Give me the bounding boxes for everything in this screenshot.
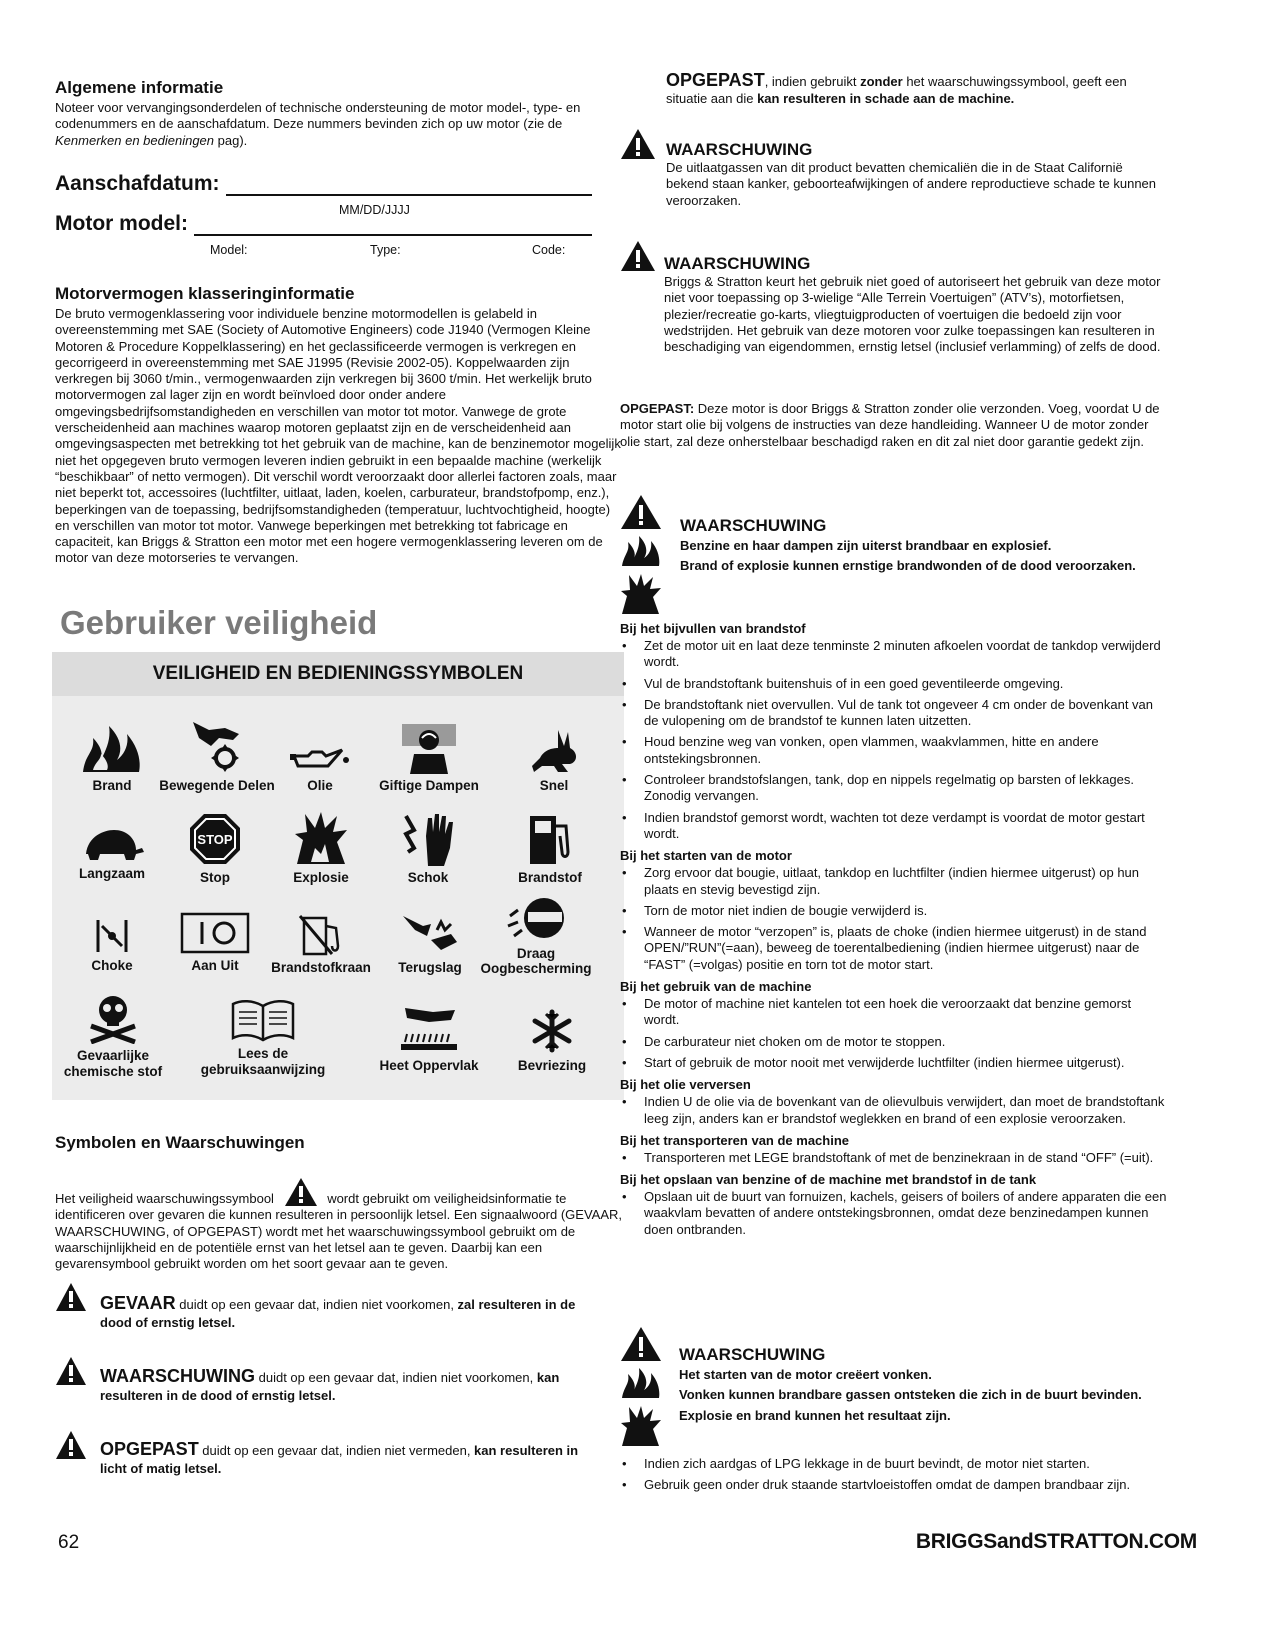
symbol-fire (64, 724, 160, 793)
list-item: • Indien U de olie via de bovenkant van de olievulbuis verwijdert, dan moet de brandstoftank leeg zijn, anders kan er brandstof weglekken en brand of een explosie veroorzaken. (620, 1094, 1168, 1127)
list-item: • De brandstoftank niet overvullen. Vul de tank tot ongeveer 4 cm onder de bovenkant van de vulopening om de brandstof te kunnen laten uitzetten. (620, 697, 1168, 730)
list-item: • Controleer brandstofslangen, tank, dop en nippels regelmatig op barsten of lekkages. Zonodig vervangen. (620, 772, 1168, 805)
warning-1 (666, 140, 1166, 209)
warnings-title: Symbolen en Waarschuwingen (55, 1133, 305, 1152)
list-item: • Transporteren met LEGE brandstoftank of met de benzinekraan in de stand “OFF” (=uit). (620, 1150, 1168, 1166)
list-item: • De motor of machine niet kantelen tot een hoek die veroorzaakt dat benzine gemorst wordt. (620, 996, 1168, 1029)
electric-shock-icon (398, 812, 458, 866)
warning-3 (680, 516, 1160, 575)
general-text-post: pag). (214, 132, 248, 148)
caution-text: duidt op een gevaar dat, indien niet vermeden, (198, 1443, 475, 1458)
symbol-explosion-label: Explosie (293, 870, 349, 885)
caution-bold: kan resulteren in licht of matig letsel. (100, 1443, 579, 1476)
danger-bold: zal resulteren in de dood of ernstig letsel. (100, 1297, 576, 1330)
symbol-stop-label: Stop (200, 870, 230, 885)
warning-3-line-2: Brand of explosie kunnen ernstige brandwonden of de dood veroorzaken. (680, 558, 1136, 574)
choke-icon (92, 918, 132, 954)
oil-caution (620, 401, 1166, 450)
purchase-date-field[interactable] (226, 193, 592, 196)
type-hint: Type: (370, 243, 401, 257)
warning-1-title: WAARSCHUWING (666, 140, 813, 159)
symbol-freezing-label: Bevriezing (517, 1058, 587, 1073)
warning-4-list-wrap (620, 1456, 1168, 1499)
caution-word: OPGEPAST (100, 1439, 199, 1459)
symbol-toxic-fumes (370, 724, 488, 793)
section-storage-head: Bij het opslaan van benzine of de machine met brandstof in de tank (620, 1172, 1037, 1188)
warning-4-fire-icon (620, 1366, 662, 1400)
list-item: • Zet de motor uit en laat deze tenminste 2 minuten afkoelen voordat de tankdop verwijderd wordt. (620, 638, 1168, 671)
symbol-on-off (172, 912, 258, 973)
list-item: • Zorg ervoor dat bougie, uitlaat, tankdop en luchtfilter (indien hiermee uitgerust) op hun plaats en stevig bevestigd zijn. (620, 865, 1168, 898)
warning-definition (100, 1367, 600, 1405)
warnings-intro (55, 1177, 627, 1272)
warning-2 (664, 254, 1164, 355)
general-text-pre: Noteer voor vervangingsonderdelen of technische ondersteuning de motor model-, type- en codenummers en de aanschafdatum. Deze nummers bevinden zich op uw motor (zie de (55, 100, 581, 132)
safety-section-title: Gebruiker veiligheid (60, 604, 378, 641)
general-info-text (55, 100, 627, 149)
caution-top-a: , indien gebruikt (764, 74, 861, 89)
section-oil-change-head: Bij het olie verversen (620, 1077, 751, 1093)
symbol-read-manual-label-2: gebruiksaanwijzing (200, 1062, 326, 1077)
caution-top (666, 72, 1166, 107)
manual-book-icon (231, 998, 295, 1042)
caution-top-b: zonder (860, 74, 903, 89)
warning-3-title: WAARSCHUWING (680, 516, 827, 535)
symbol-stop (170, 812, 260, 885)
warning-4-line-1: Het starten van de motor creëert vonken. (679, 1367, 932, 1382)
warning-word: WAARSCHUWING (100, 1366, 255, 1386)
stop-sign-text: STOP (197, 832, 233, 847)
symbol-kickback (382, 912, 478, 975)
warning-2-text: Briggs & Stratton keurt het gebruik niet goed of autoriseert het gebruik van deze motor niet voor toepassing op 3-wielige “Alle Terrein Voertuigen” (ATV’s), motorfietsen, plezier/recreatie go-karts, vliegtuigproducten of voertuigen die bedoeld zijn voor wedstrijden. Het gebruik van deze motoren voor zulke toepassingen kan resulteren in beschadiging van eigendommen, ernstig letsel (inclusief verlamming) of zelfs de dood. (664, 274, 1161, 355)
warning-3-explosion-icon (620, 572, 662, 616)
list-item: • Opslaan uit de buurt van fornuizen, kachels, geisers of boilers of andere apparaten die een waakvlam bevatten of andere ontstekingsbronnen, omdat deze benzinedampen kunnen doen ontbranden. (620, 1189, 1168, 1238)
warning-4-line-2: Vonken kunnen brandbare gassen ontsteken die zich in de buurt bevinden. (679, 1387, 1142, 1403)
list-item: • Torn de motor niet indien de bougie verwijderd is. (620, 903, 1168, 919)
warning-4-explosion-icon (620, 1404, 662, 1448)
symbol-fire-label: Brand (92, 778, 132, 793)
list-item: • Gebruik geen onder druk staande startvloeistoffen omdat de dampen brandbaar zijn. (620, 1477, 1168, 1493)
section-storage-list (620, 1189, 1168, 1238)
symbol-toxic-fumes-label: Giftige Dampen (379, 778, 479, 793)
oil-caution-word: OPGEPAST: (620, 401, 695, 416)
warning-3-alert-icon (620, 494, 662, 530)
symbol-freezing (508, 1008, 596, 1073)
warning-2-alert-icon (620, 240, 656, 272)
general-info-title: Algemene informatie (55, 78, 224, 97)
symbols-header: VEILIGHEID EN BEDIENINGSSYMBOLEN (52, 652, 624, 696)
stop-sign-icon (188, 812, 242, 866)
kickback-icon (401, 912, 459, 956)
danger-definition (100, 1294, 600, 1332)
moving-parts-icon (189, 720, 245, 774)
symbol-fuel-valve (264, 914, 378, 975)
list-item: • Houd benzine weg van vonken, open vlammen, waakvlammen, hitte en andere ontstekingsbronnen. (620, 734, 1168, 767)
section-transport-head: Bij het transporteren van de machine (620, 1132, 850, 1148)
danger-alert-icon (55, 1282, 87, 1312)
symbol-slow (62, 826, 162, 881)
turtle-icon (78, 826, 146, 862)
model-hint: Model: (210, 243, 248, 257)
symbol-eye-protection-label-1: Draag (516, 946, 556, 961)
symbol-eye-protection-label-2: Oogbescherming (480, 961, 592, 976)
warning-4-alert-icon (620, 1326, 662, 1362)
toxic-fumes-icon (402, 724, 456, 774)
fire-icon (81, 724, 143, 774)
symbol-shock-label: Schok (407, 870, 449, 885)
warning-4 (679, 1345, 1159, 1424)
engine-model-row (55, 212, 592, 236)
engine-model-label: Motor model: (55, 212, 188, 235)
symbol-hazardous-chemical-label-1: Gevaarlijke (76, 1048, 150, 1063)
warning-2-title: WAARSCHUWING (664, 254, 811, 273)
caution-definition (100, 1440, 600, 1478)
section-operate-list (620, 996, 1168, 1071)
symbol-fast (514, 728, 594, 793)
list-item: • De carburateur niet choken om de motor te stoppen. (620, 1034, 1168, 1050)
symbol-slow-label: Langzaam (78, 866, 146, 881)
eye-protection-icon (506, 896, 566, 942)
warning-4-list (620, 1456, 1168, 1494)
symbol-shock (382, 812, 474, 885)
section-refuel-head: Bij het bijvullen van brandstof (620, 621, 806, 636)
symbols-panel (52, 652, 624, 1100)
rating-text: De bruto vermogenklassering voor individuele benzine motormodellen is gelabeld in overeenstemming met SAE (Society of Automotive Engineers) code J1940 (Vermogen Kleine Motoren & Procedure Koppelklassering) en het geclassificeerde vermogen is verkregen en gecorrigeerd in overeenstemming met SAE J1995 (Revisie 2002-05). Koppelwaarden zijn verkregen bij 3060 t/min., vermogenwaarden zijn verkregen bij 3600 t/min. Het werkelijk bruto motorvermogen zal lager zijn en wordt beïnvloed door onder andere omgevingsbedrijfsomstandigheden en verschillen van motor tot motor. Vanwege de grote verscheidenheid aan machines waarop motoren geplaatst zijn en de verscheidenheid aan omgevingsaspecten met betrekking tot het gebruik van de machine, kan de benzinemotor mogelijk niet het opgegeven bruto vermogen leveren indien gebruikt in een bepaalde machine (werkelijk “beschikbaar” of netto vermogen). Dit verschil wordt veroorzaakt door allerlei factoren zoals, maar niet beperkt tot, accessoires (luchtfilter, uitlaat, laden, koelen, carburateur, brandstofpomp, enz.), beperkingen van de toepassing, bedrijfsomstandigheden (temperatuur, luchtvochtigheid, hoogte) en verschillen van motor tot motor. Vanwege beperkingen met betrekking tot fabricage en capaciteit, kan Briggs & Stratton een motor met een hogere vermogenklassering leveren om de motor van deze motorseries te vervangen. (55, 306, 621, 566)
symbol-moving-parts-label: Bewegende Delen (159, 778, 275, 793)
warning-text: duidt op een gevaar dat, indien niet voorkomen, (255, 1370, 537, 1385)
explosion-icon (293, 810, 349, 866)
warning-3-line-1: Benzine en haar dampen zijn uiterst brandbaar en explosief. (680, 538, 1052, 553)
symbol-eye-protection (476, 896, 596, 976)
section-refuel-list (620, 638, 1168, 842)
list-item: • Start of gebruik de motor nooit met verwijderde luchtfilter (indien hiermee uitgerust). (620, 1055, 1168, 1071)
symbol-fast-label: Snel (539, 778, 569, 793)
section-start-list (620, 865, 1168, 973)
symbol-oil (280, 742, 360, 793)
left-column (55, 78, 627, 149)
list-item: • Wanneer de motor “verzopen” is, plaats de choke (indien hiermee uitgerust) in de stand OPEN/”RUN”(=aan), beweeg de toerentalbediening (indien hiermee uitgerust) naar de “FAST” (=volgas) positie en torn tot de motor start. (620, 924, 1168, 973)
warning-3-fire-icon (620, 534, 662, 568)
symbol-hot-surface-label: Heet Oppervlak (379, 1058, 479, 1073)
symbol-read-manual (188, 998, 338, 1078)
symbol-fuel-valve-label: Brandstofkraan (271, 960, 371, 975)
rating-title: Motorvermogen klasseringinformatie (55, 284, 355, 303)
caution-top-c: het waarschuwingssymbool, geeft een situatie aan die (666, 74, 1127, 106)
safety-alert-icon (284, 1177, 318, 1207)
symbol-explosion (278, 810, 364, 885)
snowflake-icon (530, 1008, 574, 1054)
symbol-hot-surface (370, 1004, 488, 1073)
symbol-moving-parts (152, 720, 282, 793)
list-item: • Indien zich aardgas of LPG lekkage in de buurt bevindt, de motor niet starten. (620, 1456, 1168, 1472)
caution-top-word: OPGEPAST (666, 70, 765, 90)
warnings-intro-a: Het veiligheid waarschuwingssymbool (55, 1191, 274, 1206)
caution-top-d: kan resulteren in schade aan de machine. (757, 91, 1015, 106)
code-hint: Code: (532, 243, 566, 257)
fuel-valve-icon (298, 914, 344, 956)
fuel-pump-icon (526, 812, 574, 866)
purchase-date-label: Aanschafdatum: (55, 172, 220, 195)
warning-bold: kan resulteren in de dood of ernstig letsel. (100, 1370, 560, 1403)
symbol-hazardous-chemical (54, 992, 172, 1080)
warnings-section (55, 1133, 627, 1155)
skull-crossbones-icon (85, 992, 141, 1044)
section-oil-change-list (620, 1094, 1168, 1127)
list-item: • Indien brandstof gemorst wordt, wachten tot deze verdampt is voordat de motor gestart wordt. (620, 810, 1168, 843)
caution-alert-icon (55, 1430, 87, 1460)
hot-surface-icon (399, 1004, 459, 1054)
section-start-head: Bij het starten van de motor (620, 848, 792, 864)
symbol-oil-label: Olie (307, 778, 333, 793)
general-text-italic: Kenmerken en bedieningen (55, 132, 215, 148)
oil-can-icon (288, 742, 352, 774)
symbol-read-manual-label-1: Lees de (237, 1046, 289, 1061)
symbol-choke (64, 918, 160, 973)
on-off-icon (180, 912, 250, 954)
warning-1-text: De uitlaatgassen van dit product bevatten chemicaliën die in de Staat Californië bekend staan kanker, geboorteafwijkingen of andere reproductieve schade te kunnen veroorzaken. (666, 160, 1157, 208)
symbol-hazardous-chemical-label-2: chemische stof (63, 1064, 163, 1079)
warning-4-title: WAARSCHUWING (679, 1345, 826, 1364)
symbol-kickback-label: Terugslag (398, 960, 462, 975)
oil-caution-text: Deze motor is door Briggs & Stratton zonder olie verzonden. Voeg, voordat U de motor start olie bij volgens de instructies van deze handleiding. Wanneer U de motor zonder olie start, zal deze onherstelbaar beschadigd raken en dit zal niet door garantie gedekt zijn. (620, 401, 1160, 449)
danger-text: duidt op een gevaar dat, indien niet voorkomen, (175, 1297, 458, 1312)
symbol-fuel (504, 812, 596, 885)
date-format-hint: MM/DD/JJJJ (339, 203, 410, 217)
warning-alert-icon (55, 1356, 87, 1386)
danger-word: GEVAAR (100, 1293, 176, 1313)
warning-1-alert-icon (620, 128, 656, 160)
purchase-date-row (55, 172, 592, 196)
rabbit-icon (528, 728, 580, 774)
section-transport-list (620, 1150, 1168, 1166)
page-number: 62 (58, 1532, 80, 1553)
engine-model-field[interactable] (194, 233, 592, 236)
symbol-on-off-label: Aan Uit (191, 958, 239, 973)
fuel-safety-sections (620, 621, 1168, 1243)
symbol-choke-label: Choke (91, 958, 133, 973)
brand-url[interactable]: BRIGGSandSTRATTON.COM (915, 1530, 1197, 1553)
list-item: • Vul de brandstoftank buitenshuis of in een goed geventileerde omgeving. (620, 676, 1168, 692)
section-operate-head: Bij het gebruik van de machine (620, 979, 812, 995)
warning-4-line-3: Explosie en brand kunnen het resultaat zijn. (679, 1407, 951, 1423)
warnings-intro-b: wordt gebruikt om veiligheidsinformatie te identificeren over gevaren die kunnen resulteren in persoonlijk letsel. Een signaalwoord (GEVAAR, WAARSCHUWING, of OPGEPAST) wordt met het waarschuwingssymbool gebruikt om de waarschijnlijkheid en de potentiële ernst van het letsel aan te geven. Daarbij kan een gevarensymbool gebruikt worden om het soort gevaar aan te geven. (55, 1191, 623, 1272)
rating-section (55, 284, 627, 567)
symbol-fuel-label: Brandstof (518, 870, 582, 885)
